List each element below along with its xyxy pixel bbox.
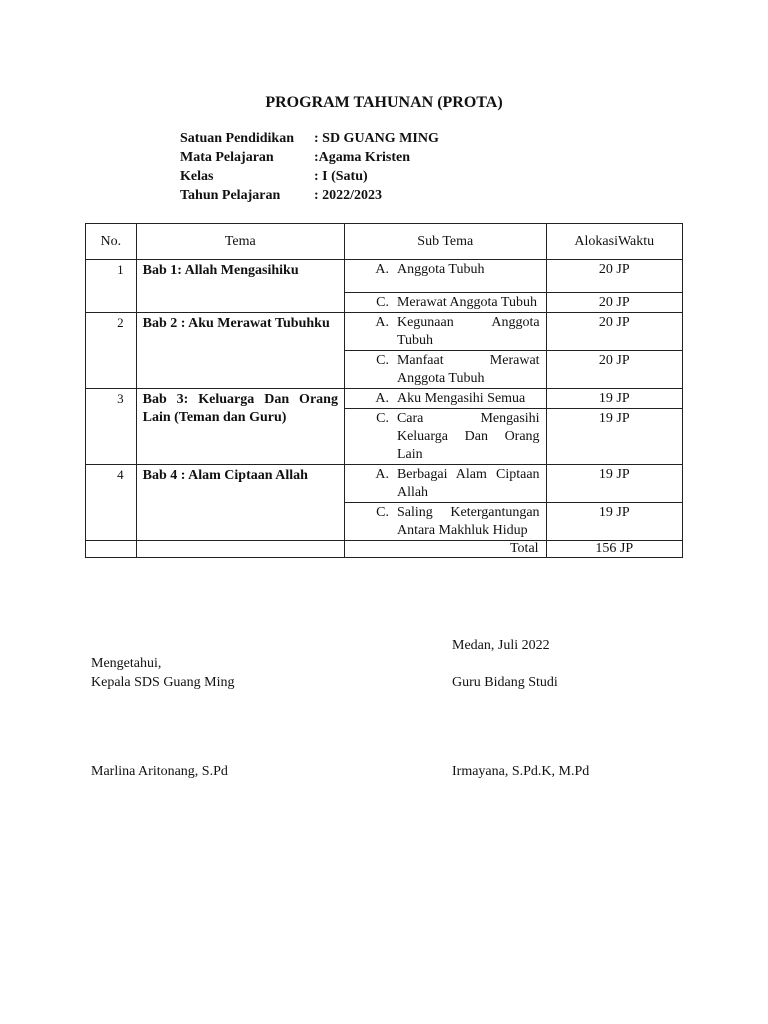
tema-cell: Bab 3: Keluarga Dan Orang Lain (Teman dan Guru) xyxy=(136,389,344,465)
tema-cell: Bab 1: Allah Mengasihiku xyxy=(136,260,344,313)
info-value: : SD GUANG MING xyxy=(314,131,439,146)
total-row xyxy=(86,541,683,558)
table-row xyxy=(86,465,683,503)
prota-table xyxy=(85,223,683,558)
total-value: 156 JP xyxy=(546,541,682,558)
left-signer-role: Kepala SDS Guang Ming xyxy=(91,675,235,690)
total-label: Total xyxy=(344,541,546,558)
header-tema: Tema xyxy=(136,224,344,260)
place-date: Medan, Juli 2022 xyxy=(452,638,550,653)
table-row xyxy=(86,313,683,351)
info-label: Tahun Pelajaran xyxy=(180,188,281,203)
sub-tema-cell: C. Merawat Anggota Tubuh xyxy=(344,293,546,313)
right-signer-name: Irmayana, S.Pd.K, M.Pd xyxy=(452,764,590,779)
sub-tema-cell: C. Cara Mengasihi Keluarga Dan Orang Lain xyxy=(344,409,546,465)
row-number: 3 xyxy=(86,389,137,465)
left-signer-name: Marlina Aritonang, S.Pd xyxy=(91,764,228,779)
tema-cell: Bab 2 : Aku Merawat Tubuhku xyxy=(136,313,344,389)
sub-tema-cell: C. Manfaat Merawat Anggota Tubuh xyxy=(344,351,546,389)
info-value: : 2022/2023 xyxy=(314,188,383,203)
total-empty-cell xyxy=(136,541,344,558)
info-label: Kelas xyxy=(180,169,214,184)
alokasi-cell: 19 JP xyxy=(546,465,682,503)
info-row xyxy=(180,167,439,186)
total-empty-cell xyxy=(86,541,137,558)
alokasi-cell: 19 JP xyxy=(546,503,682,541)
info-label: Mata Pelajaran xyxy=(180,150,274,165)
identity-info xyxy=(180,129,439,205)
alokasi-cell: 20 JP xyxy=(546,351,682,389)
alokasi-cell: 20 JP xyxy=(546,260,682,293)
info-value: : I (Satu) xyxy=(314,169,368,184)
sub-tema-cell: A. Aku Mengasihi Semua xyxy=(344,389,546,409)
sub-tema-cell: A. Berbagai Alam Ciptaan Allah xyxy=(344,465,546,503)
alokasi-cell: 20 JP xyxy=(546,293,682,313)
tema-cell: Bab 4 : Alam Ciptaan Allah xyxy=(136,465,344,541)
mengetahui-label: Mengetahui, xyxy=(91,656,162,671)
sub-tema-cell: C. Saling Ketergantungan Antara Makhluk Hidup xyxy=(344,503,546,541)
table-row xyxy=(86,389,683,409)
info-row xyxy=(180,186,439,205)
right-signer-role: Guru Bidang Studi xyxy=(452,675,558,690)
info-row xyxy=(180,148,439,167)
info-row xyxy=(180,129,439,148)
alokasi-cell: 19 JP xyxy=(546,409,682,465)
sub-tema-cell: A. Kegunaan Anggota Tubuh xyxy=(344,313,546,351)
alokasi-cell: 19 JP xyxy=(546,389,682,409)
page-title: PROGRAM TAHUNAN (PROTA) xyxy=(265,94,503,111)
row-number: 4 xyxy=(86,465,137,541)
sub-tema-cell: A. Anggota Tubuh xyxy=(344,260,546,293)
info-value: :Agama Kristen xyxy=(314,150,411,165)
header-alokasi-waktu: AlokasiWaktu xyxy=(546,224,682,260)
table-row xyxy=(86,260,683,293)
header-no: No. xyxy=(86,224,137,260)
header-sub-tema: Sub Tema xyxy=(344,224,546,260)
info-label: Satuan Pendidikan xyxy=(180,131,294,146)
alokasi-cell: 20 JP xyxy=(546,313,682,351)
row-number: 1 xyxy=(86,260,137,313)
table-header-row xyxy=(86,224,683,260)
row-number: 2 xyxy=(86,313,137,389)
